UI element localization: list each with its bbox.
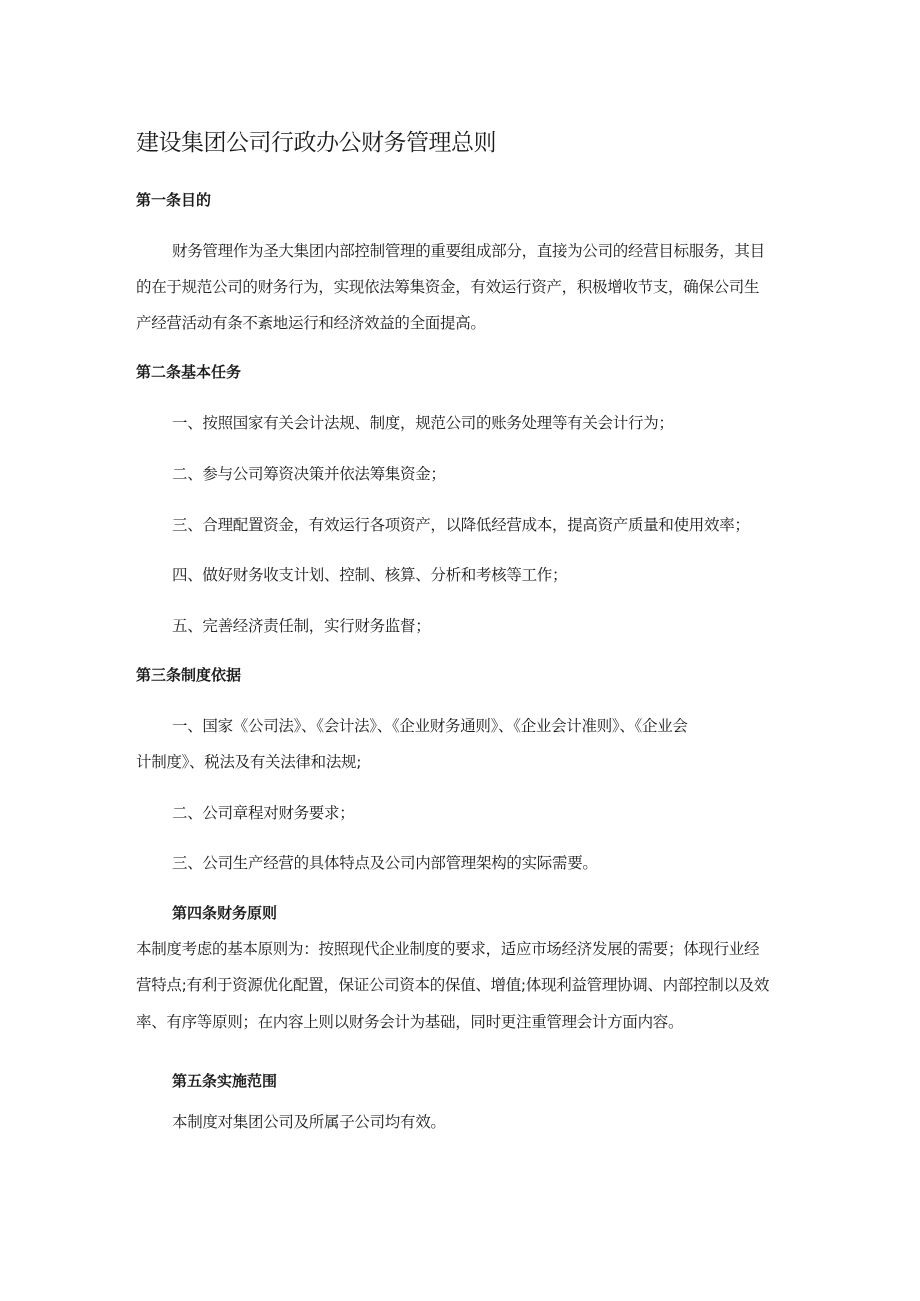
article-3-item-2: 二、公司章程对财务要求； xyxy=(172,804,355,822)
article-2-item-1: 一、按照国家有关会计法规、制度，规范公司的账务处理等有关会计行为； xyxy=(172,414,674,432)
article-4-paragraph-line-2: 营特点;有利于资源优化配置，保证公司资本的保值、增值;体现利益管理协调、内部控制以及效 xyxy=(136,976,770,994)
article-3-item-3: 三、公司生产经营的具体特点及公司内部管理架构的实际需要。 xyxy=(172,854,598,872)
article-2-item-2: 二、参与公司筹资决策并依法筹集资金； xyxy=(172,465,446,483)
article-5-paragraph: 本制度对集团公司及所属子公司均有效。 xyxy=(172,1113,446,1131)
article-1-paragraph-line-3: 产经营活动有条不紊地运行和经济效益的全面提高。 xyxy=(136,314,486,332)
article-3-heading: 第三条制度依据 xyxy=(136,666,242,684)
article-1-paragraph-line-1: 财务管理作为圣大集团内部控制管理的重要组成部分，直接为公司的经营目标服务，其目 xyxy=(172,242,765,260)
article-2-heading: 第二条基本任务 xyxy=(136,363,242,381)
document-title: 建设集团公司行政办公财务管理总则 xyxy=(136,130,496,156)
article-3-item-1-line-1: 一、国家《公司法》、《会计法》、《企业财务通则》、《企业会计准则》、《企业会 xyxy=(172,717,688,735)
article-3-item-1-line-2: 计制度》、税法及有关法律和法规; xyxy=(136,753,362,771)
article-1-heading: 第一条目的 xyxy=(136,191,212,209)
article-4-heading: 第四条财务原则 xyxy=(172,904,278,922)
article-2-item-4: 四、做好财务收支计划、控制、核算、分析和考核等工作； xyxy=(172,566,568,584)
article-4-paragraph-line-1: 本制度考虑的基本原则为：按照现代企业制度的要求，适应市场经济发展的需要；体现行业经 xyxy=(136,940,760,958)
article-4-paragraph-line-3: 率、有序等原则；在内容上则以财务会计为基础，同时更注重管理会计方面内容。 xyxy=(136,1013,684,1031)
article-1-paragraph-line-2: 的在于规范公司的财务行为，实现依法筹集资金，有效运行资产，积极增收节支，确保公司生 xyxy=(136,278,760,296)
article-5-heading: 第五条实施范围 xyxy=(172,1072,278,1090)
article-2-item-5: 五、完善经济责任制，实行财务监督； xyxy=(172,617,431,635)
article-2-item-3: 三、合理配置资金，有效运行各项资产，以降低经营成本，提高资产质量和使用效率； xyxy=(172,516,750,534)
